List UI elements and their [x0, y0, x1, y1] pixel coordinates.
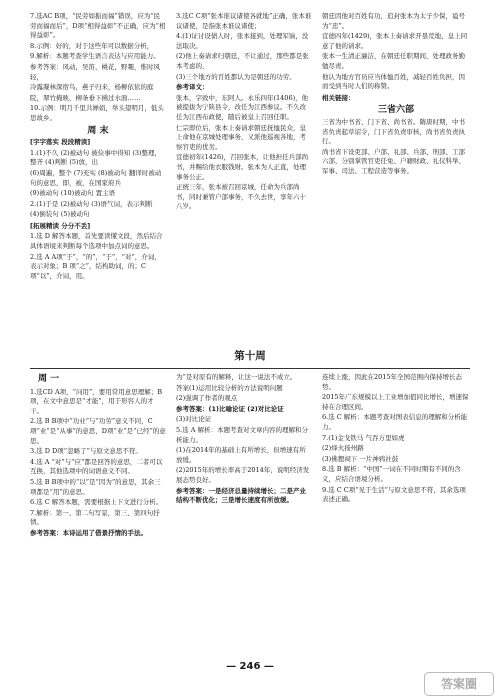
text-line: 7.(1)金戈铁马 气吞万里如虎 — [322, 433, 405, 442]
text-line: 6.选 C 解析：本题考查对图表信息的理解和分析能力。 — [322, 413, 468, 431]
reference-answer: 参考答案：一是经济总量持续增长；二是产业结构不断优化；三是增长速度有所放缓。 — [176, 486, 306, 505]
text-line: 1.选CD A项，“问用”，要用常用意思理解；B项，在文中意思是“才能”，用于形容人的才干。 — [30, 387, 163, 415]
text-line: (6)周遍，整个 (7)充实 (8)被动句 翻译时被动句的意思，即，被，在国家府兵 — [30, 168, 162, 187]
text-line: (3)三个地方的百姓都认为是朝廷的功劳。 — [176, 72, 296, 81]
upper-column-3 — [322, 12, 470, 348]
text-line: 6.选 C 解答本题，需要根据上下文进行分析。 — [30, 498, 163, 507]
text-line: 仁宗即位后，张本上奏请求朝廷抚恤民众，皇上命他在京城处理事务，又派他巡视各地，考察官吏的优劣。 — [176, 123, 306, 151]
text-line: 3.选 D D项“忽略了”与原文意思不符。 — [30, 447, 142, 456]
page-number: — 246 — — [226, 661, 274, 672]
text-line: (4)倒装句 (5)被动句 — [30, 210, 90, 219]
text-line: 他认为地方官员应当体恤百姓，减轻百姓负担，因而受到当时人们的称赞。 — [322, 72, 465, 91]
lower-column-3 — [322, 373, 470, 656]
text-line: (3)佛狸祠下 一片神鸦社鼓 — [322, 454, 399, 463]
text-line: 5.选 A 解析：本题考查对文章内容的理解和分析能力。 — [176, 425, 309, 444]
text-line: 9.选 C C项“见于生活”与原文意思不符，其余选项表述正确。 — [322, 485, 466, 504]
text-line: (1)在2014年的基础上有所增长，但增速有所放缓。 — [176, 446, 306, 464]
text-line: 3.选C C项“张本谁议诸使各就地”正确，张本谁议诸使，是指张本谁议诸使； — [176, 12, 312, 30]
subsection-title: [字字落实 段段精读] — [30, 138, 91, 147]
reference-label: 参考译文： — [176, 83, 209, 92]
text-line: 尚书省下设吏部、户部、礼部、兵部、刑部、工部六部，分别掌管官吏任免、户籍财政、礼仪科举、军事、司法、工程营造等事务。 — [322, 147, 465, 175]
section-title-sansheng: 三省六部 — [377, 105, 414, 116]
section-title-zhoumo: 周 末 — [87, 125, 109, 136]
text-line: 1.(1)不久 (2)被动句 被俭事中得知 (3)整理，整齐 (4)判断 (5)放，出 — [30, 148, 162, 167]
text-line: 7.选AC B项，“民劳如振而福”错误，应为“民劳而福而后”，D项“相得益彰”不正确，应为“相得益彰”。 — [30, 12, 166, 40]
text-line: 张本，字致中，东阿人。永乐四年(1406)，他被提拔为宁陕县令，改任为江西参议。不久改任为江西布政使，随后被皇上召回任职。 — [176, 93, 309, 121]
text-line: 8.选 B 解析：“中国”一词在不同时期有不同的含义，应结合语境分析。 — [322, 465, 461, 483]
reference-answer: 参考答案：(1)比喻论证 (2)对比论证 — [176, 404, 284, 413]
text-line: (9)被动句 (10)被动句 置主语 — [30, 189, 116, 198]
week-title: 第十周 — [234, 350, 266, 362]
text-line: 为“是对原有的解释，让这一说法不成立。 — [176, 373, 297, 381]
day-title: 周 一 — [38, 374, 60, 384]
divider-line — [30, 368, 470, 369]
text-line: 冷露凝林深宿鸟，燕子归来，杨柳依依的庭 — [30, 83, 154, 92]
related-link-label: 相关链接： — [322, 93, 355, 102]
upper-column-2 — [176, 12, 312, 348]
text-line: 8.示例：好的，对于这些年可以数据分析， — [30, 41, 154, 50]
text-line: 院，翠竹掩映，柳条垂下拂过水面…… — [30, 93, 141, 102]
text-line: (3)对比论证 — [176, 415, 212, 424]
text-line: 连续上涨，因此在2015年全国范围内保持增长态势。 — [322, 373, 463, 391]
text-line: 朝廷因他对百姓有功，追封张本为太子少保，谥号为“忠”。 — [322, 12, 465, 30]
text-line: 宣德四年(1429)，张本上奏请求开垦荒地，皇上同意了他的请求。 — [322, 32, 468, 50]
text-line: 2015年广东规模以上工业增加值同比增长，增速保持在合理区间。 — [322, 393, 469, 411]
watermark-logo — [424, 672, 494, 696]
text-line: (2)2015年的增长率高于2014年，说明经济发展态势良好。 — [176, 466, 310, 484]
text-line: 7.解析：第一、第二句写景，第三、第四句抒情。 — [30, 508, 160, 527]
text-line: 2.选 B B项中“功业”与“功劳”意义不同，C项“业”是“从事”的意思，D项“业”是“已经”的意思。 — [30, 417, 166, 445]
text-line: (2)他上奏请求归朝廷，不让通过，那些都是张本考虑的， — [176, 52, 309, 70]
text-line: 2.选 A A项“于”，“的”，“于”，“对”，介词，表示对象；B 项“之”，结构助词，的；C 项“以”，介词，用。 — [30, 252, 161, 280]
upper-column-1 — [30, 12, 166, 348]
text-line: 三省为中书省、门下省、尚书省。隋唐时期，中书省负责起草诏令，门下省负责审核，尚书省负责执行。 — [322, 117, 465, 146]
text-line: (2)强调了作者的观点 — [176, 394, 238, 403]
subsection-title: [拓展精读 分分不丢] — [30, 221, 91, 230]
text-line: 参考答案：风动，吴笛，桃花，野趣，惟时风轻， — [30, 62, 160, 81]
text-line: 宣德初年(1426)，召回张本，让他担任兵部尚书，并赐给他衣服钱财。张本为人正直，处理事务公正。 — [176, 153, 309, 181]
text-line: 1.选 D 解答本题，首先要读懂文段，然后结合具体语境来判断每个选项中加点词的意思。 — [30, 232, 163, 251]
text-line: 5.选 B B项中的“以”是“因为”的意思，其余三项都是“用”的意思。 — [30, 477, 161, 496]
text-line: 答案(1)运用比较分析的方法说明问题 — [176, 383, 283, 392]
text-line: 正统三年，张本被召回京城，任命为兵部尚书，同时兼管户部事务，不久去世，享年六十八岁。 — [176, 183, 306, 211]
text-line: (2)烽火扬州路 — [322, 444, 364, 453]
lower-column-2 — [176, 373, 312, 656]
text-line: 10.示例：明月千里共婵娟，举头望明月，低头思故乡。 — [30, 104, 164, 122]
watermark-text: 答案圈 — [440, 677, 478, 691]
text-line: 4.(1)证讨设债人时，张本接到，处理军饷，没法取决。 — [176, 32, 309, 50]
reference-answer: 参考答案：本诗运用了借景抒情的手法。 — [30, 528, 147, 537]
text-line: 张本一生清正廉洁，在朝廷任职期间，处理政务勤勉尽责。 — [322, 52, 465, 70]
text-line: 2.(1)于是 (2)被动句 (3)语气词，表示判断 — [30, 199, 153, 208]
text-line: 9.解析：本题考查学生语言表达与应用能力。 — [30, 52, 160, 61]
text-line: 4.选 A “对”与“应”都是回答的意思，二者可以互换，其他选项中的词语意义不同。 — [30, 457, 163, 476]
lower-column-1 — [30, 373, 166, 656]
